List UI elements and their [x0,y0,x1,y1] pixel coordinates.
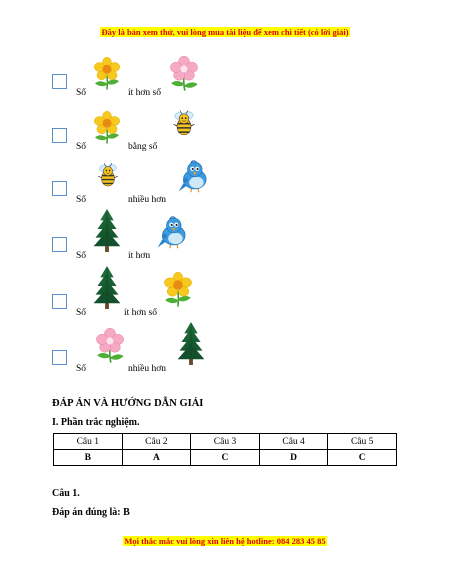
answer-checkbox[interactable] [52,74,67,89]
question-row-1 [50,54,430,100]
pine-tree-icon [176,321,206,365]
pink-flower-icon [168,54,200,92]
bee-icon [95,161,121,189]
yellow-flower-icon [92,54,122,92]
lead-word: Số [76,195,87,205]
answer-checkbox[interactable] [52,128,67,143]
answers-title: ĐÁP ÁN VÀ HƯỚNG DẪN GIẢI [52,398,204,409]
answer-table-header: Câu 1 [54,434,123,450]
question-row-3 [50,161,430,207]
question-row-6 [50,330,430,376]
answer-table-header: Câu 4 [259,434,328,450]
answer-table-header: Câu 2 [122,434,191,450]
answer-cell: A [122,450,191,466]
lead-word: Số [76,88,87,98]
preview-notice-banner [0,27,450,37]
question-row-4 [50,217,430,263]
comparison-text: ít hơn số [124,308,157,318]
answer-cell: C [191,450,260,466]
answer-cell: B [54,450,123,466]
blue-bird-icon [177,157,211,195]
preview-notice-text: Đây là bản xem thử, vui lòng mua tài liệu để xem chi tiết (có lời giải) [101,27,349,37]
answer-table [53,433,397,466]
comparison-text: ít hơn số [128,88,161,98]
hotline-text: Mọi thắc mắc vui lòng xin liên hệ hotline: 084 283 45 85 [124,536,326,546]
answer-checkbox[interactable] [52,294,67,309]
lead-word: Số [76,251,87,261]
hotline-banner [0,536,450,546]
answer-cell: C [328,450,397,466]
answer-table-header-row [54,434,397,450]
answer-table-row [54,450,397,466]
yellow-flower-icon [162,270,194,308]
part-title: I. Phần trắc nghiệm. [52,417,140,428]
blue-bird-icon [156,213,190,251]
comparison-text: nhiều hơn [128,195,167,205]
question-row-2 [50,108,430,154]
answer-checkbox[interactable] [52,350,67,365]
pine-tree-icon [92,208,122,252]
pink-flower-icon [94,326,126,364]
lead-word: Số [76,364,87,374]
comparison-text: bằng số [128,142,158,152]
lead-word: Số [76,308,87,318]
answer-table-header: Câu 3 [191,434,260,450]
bee-icon [170,108,198,138]
question-row-5 [50,274,430,320]
answer-table-header: Câu 5 [328,434,397,450]
pine-tree-icon [92,265,122,309]
answer-checkbox[interactable] [52,181,67,196]
yellow-flower-icon [92,108,122,146]
correct-answer-text: Đáp án đúng là: B [52,507,130,518]
comparison-text: nhiều hơn [128,364,167,374]
answer-checkbox[interactable] [52,237,67,252]
answer-cell: D [259,450,328,466]
comparison-text: ít hơn [128,251,151,261]
question-label: Câu 1. [52,488,80,499]
lead-word: Số [76,142,87,152]
